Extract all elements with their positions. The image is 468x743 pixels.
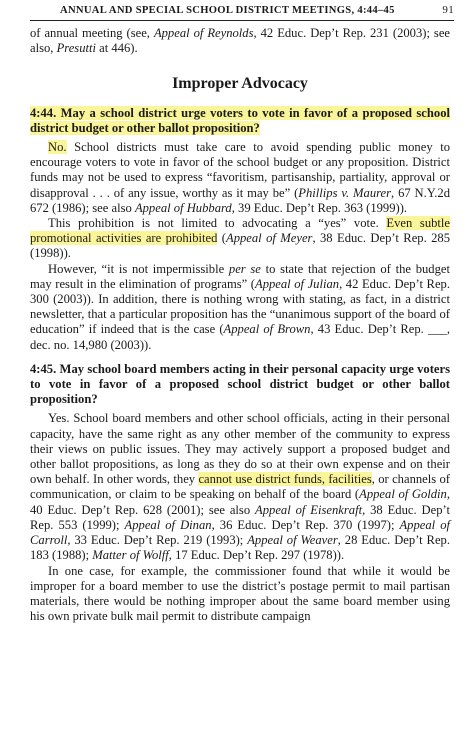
- running-title: ANNUAL AND SPECIAL SCHOOL DISTRICT MEETINGS, 4:44–45: [60, 5, 395, 16]
- case-citation: Phillips v. Maurer: [298, 185, 392, 200]
- italic-term: per se: [228, 261, 261, 276]
- highlighted-phrase: cannot use district funds, facilities: [198, 472, 372, 487]
- case-citation: Appeal of Eisenkraft: [255, 502, 363, 517]
- text-run: to state that rejection of the budget may result in the elimination of programs” (: [30, 261, 450, 291]
- highlighted-phrase: Even subtle promotional activities are prohibited: [30, 216, 451, 246]
- highlighted-question: 4:44. May a school district urge voters to vote in favor of a proposed school district budget or other ballot proposition?: [30, 105, 450, 135]
- page-number: 91: [442, 4, 454, 16]
- case-citation: Appeal of Weaver: [247, 533, 338, 548]
- text-run: School districts must take care to avoid spending public money to encourage voters to vote in favor of the school budget or any proposition. District funds may not be used to express “favoritism, partisanship, partiality, approval or disapproval . . . of any issue, worthy as it may be” (: [30, 140, 450, 200]
- text-run: , 28 Educ. Dep’t Rep. 183 (1988);: [30, 533, 450, 563]
- page-body: [30, 26, 450, 624]
- case-citation: Appeal of Dinan: [124, 517, 212, 532]
- text-run: , 42 Educ. Dep’t Rep. 231 (2003); see also,: [30, 26, 450, 56]
- text-run: This prohibition is not limited to advocating a “yes” vote.: [48, 216, 387, 231]
- text-run: , or channels of communication, or claim to be speaking on behalf of the board (: [30, 472, 451, 502]
- text-run: , 43 Educ. Dep’t Rep. ___, dec. no. 14,980 (2003)).: [30, 322, 450, 352]
- case-citation: Matter of Wolff: [92, 548, 169, 563]
- text-run: , 36 Educ. Dep’t Rep. 370 (1997);: [211, 517, 400, 532]
- header-rule: [30, 20, 454, 21]
- case-citation: Appeal of Brown: [223, 322, 311, 337]
- text-run: However, “it is not impermissible: [48, 261, 229, 276]
- case-citation: Appeal of Goldin: [359, 487, 447, 502]
- question-4-45: 4:45. May school board members acting in their personal capacity urge voters to vote in favor of a proposed school district budget or other ballot proposition?: [30, 361, 450, 407]
- answer-4-45-paragraph-1: [30, 411, 450, 563]
- text-run: , 42 Educ. Dep’t Rep. 300 (2003)). In addition, there is nothing wrong with stating, as fact, in a district newsletter, that a particular proposition has the “unanimous support of the board of education” if indeed that is the case (: [30, 276, 450, 337]
- text-run: , 38 Educ. Dep’t Rep. 285 (1998)).: [30, 231, 451, 261]
- text-run: , 39 Educ. Dep’t Rep. 363 (1999)).: [231, 200, 408, 215]
- case-citation: Appeal of Julian: [255, 276, 340, 291]
- running-header: [60, 4, 454, 16]
- text-run: , 33 Educ. Dep’t Rep. 219 (1993);: [67, 533, 248, 548]
- case-citation: Appeal of Reynolds: [153, 26, 254, 40]
- answer-4-45-paragraph-2: In one case, for example, the commissioner found that while it would be improper for a board member to use the district’s postage permit to mail partisan materials, there would be nothing improper about the same board member using his own private bulk mail permit to distribute campaign: [30, 563, 450, 624]
- case-citation: Appeal of Carroll: [30, 517, 450, 548]
- text-run: , 67 N.Y.2d 672 (1986); see also: [30, 185, 451, 215]
- text-run: Yes. School board members and other school officials, acting in their personal capacity, have the same right as any other member of the community to express their views on public issues. They may actively support a proposed budget and other ballot propositions, as long as they do so at their own expense and on their own behalf. In other words, they: [30, 411, 450, 487]
- question-4-44: [30, 106, 450, 136]
- text-run: , 38 Educ. Dep’t Rep. 553 (1999);: [30, 502, 450, 532]
- text-run: , 40 Educ. Dep’t Rep. 628 (2001); see also: [30, 487, 451, 517]
- case-citation: Presutti: [56, 41, 97, 56]
- text-run: , 17 Educ. Dep’t Rep. 297 (1978)).: [168, 548, 345, 563]
- case-citation: Appeal of Hubbard: [134, 200, 232, 215]
- section-title: Improper Advocacy: [172, 75, 308, 93]
- text-run: (: [217, 231, 226, 246]
- answer-4-44-paragraph-2: [30, 216, 450, 262]
- text-run: of annual meeting (see,: [30, 26, 154, 40]
- answer-4-44-paragraph-3: [30, 262, 450, 353]
- case-citation: Appeal of Meyer: [226, 231, 313, 246]
- answer-4-44-paragraph-1: [30, 140, 450, 216]
- intro-paragraph: [30, 26, 450, 56]
- text-run: at 446).: [96, 41, 138, 56]
- highlighted-answer: No.: [48, 140, 67, 155]
